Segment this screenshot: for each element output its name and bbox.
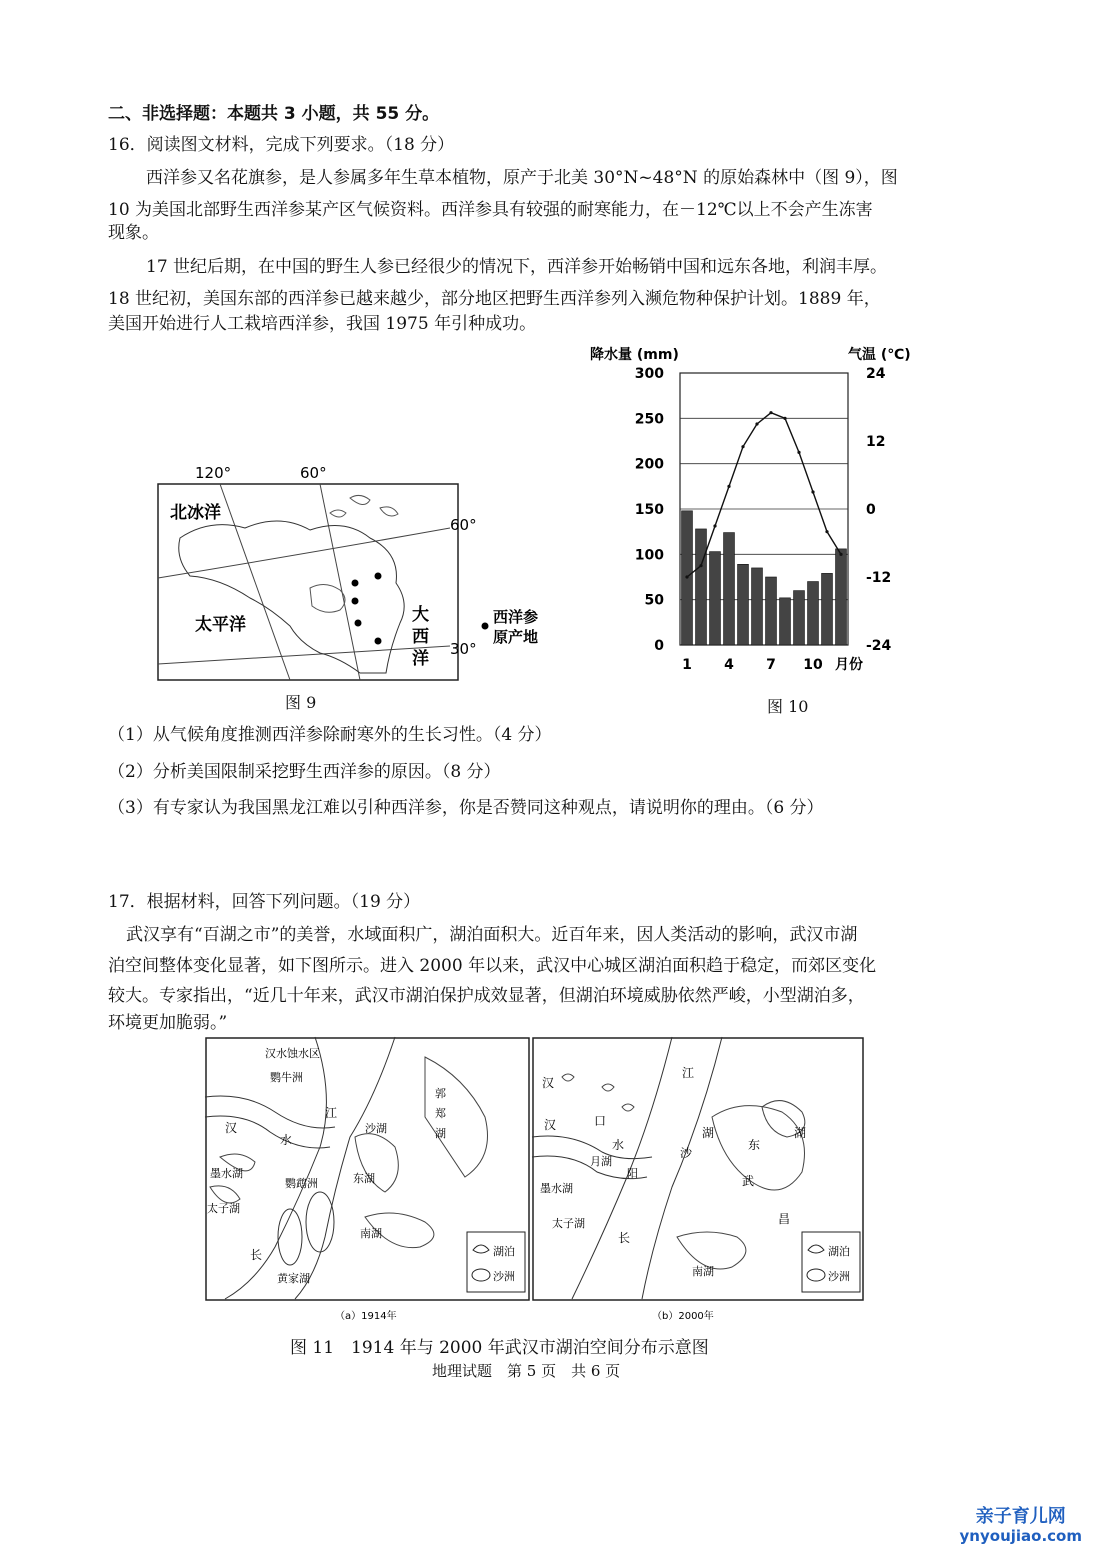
precip-bar (794, 591, 805, 645)
label-b-6: 阳 (627, 1167, 638, 1180)
figure-10-chart (590, 345, 920, 690)
q17-para-line2: 泊空间整体变化显著，如下图所示。进入 2000 年以来，武汉中心城区湖泊面积趋于稳定，而郊区变化 (108, 956, 877, 976)
origin-dot (375, 573, 382, 580)
origin-dot (352, 580, 359, 587)
q16-question-2: （2）分析美国限制采挖野生西洋参的原因。（8 分） (108, 762, 501, 782)
left-tick-label: 250 (634, 411, 664, 428)
temperature-point (727, 485, 730, 488)
precip-bar (808, 582, 819, 645)
label-a-15: 黄家湖 (277, 1272, 310, 1285)
label-a-7: 郑 (435, 1107, 446, 1120)
x-unit-label: 月份 (835, 657, 863, 673)
fig11-caption: 图 11 1914 年与 2000 年武汉市湖泊空间分布示意图 (290, 1338, 709, 1358)
ocean-atlantic-1: 大 (412, 605, 429, 625)
bars (682, 511, 847, 645)
temperature-point (699, 564, 702, 567)
label-b-14: 昌 (778, 1212, 791, 1226)
right-tick-label: 12 (866, 434, 886, 450)
precip-bar (710, 552, 721, 645)
ticks (635, 366, 892, 673)
label-b-16: 南湖 (692, 1265, 714, 1278)
map-1914 (205, 1037, 530, 1325)
temperature-point (839, 553, 842, 556)
left-tick-label: 200 (634, 456, 664, 473)
ocean-arctic: 北冰洋 (170, 503, 221, 523)
q16-para2-line2: 18 世纪初，美国东部的西洋参已越来越少，部分地区把野生西洋参列入濒危物种保护计划。1889 年， (108, 289, 881, 309)
q16-para1-line1: 西洋参又名花旗参，是人参属多年生草本植物，原产于北美 30°N~48°N 的原始森林中（图 9），图 (146, 168, 898, 188)
label-a-6: 郭 (435, 1087, 446, 1100)
label-b-12: 湖 (794, 1126, 807, 1140)
watermark (960, 1507, 1082, 1545)
label-b-2: 汉 (544, 1118, 557, 1132)
right-tick-label: -12 (866, 570, 892, 586)
label-b-5: 月湖 (590, 1155, 612, 1168)
label-b-4: 江 (682, 1066, 695, 1080)
temperature-point (685, 575, 688, 578)
right-tick-label: 24 (866, 366, 886, 382)
q16-para1-line2: 10 为美国北部野生西洋参某产区气候资料。西洋参具有较强的耐寒能力，在－12℃以上不会产生冻害 (108, 200, 873, 220)
left-tick-label: 150 (634, 502, 664, 518)
q17-title: 17．根据材料，回答下列问题。（19 分） (108, 892, 421, 912)
left-axis-title: 降水量 (mm) (590, 347, 679, 363)
right-axis-title: 气温 (℃) (848, 347, 911, 363)
legend-a-sandbar: 沙洲 (493, 1270, 515, 1283)
label-b-15: 长 (618, 1231, 631, 1245)
temperature-point (783, 417, 786, 420)
precip-bar (836, 549, 847, 645)
ocean-atlantic-3: 洋 (412, 649, 429, 669)
q16-title: 16．阅读图文材料，完成下列要求。（18 分） (108, 135, 455, 155)
precip-bar (780, 598, 791, 645)
temperature-point (811, 490, 814, 493)
map-b-sublabel: （b）2000年 (652, 1311, 714, 1322)
label-a-1: 鹦牛洲 (270, 1071, 303, 1084)
label-b-7: 墨水湖 (540, 1182, 573, 1195)
x-tick-label: 1 (682, 657, 692, 673)
origin-dot (352, 598, 359, 605)
label-b-3: 水 (612, 1138, 625, 1152)
label-a-9: 墨水湖 (210, 1167, 243, 1180)
watermark-line1: 亲子育儿网 (975, 1506, 1066, 1527)
temperature-point (713, 524, 716, 527)
figure-9-map (150, 458, 600, 698)
temperature-line (685, 411, 842, 579)
label-a-2: 汉 (225, 1121, 238, 1135)
fig9-caption: 图 9 (285, 693, 317, 712)
label-b-1: 口 (594, 1114, 607, 1128)
q17-para-line1: 武汉享有“百湖之市”的美誉，水域面积广，湖泊面积大。近百年来，因人类活动的影响，武汉市湖 (126, 925, 858, 945)
label-b-11: 东 (748, 1138, 761, 1152)
label-b-9: 沙 (680, 1146, 693, 1160)
legend-label-2: 原产地 (493, 628, 539, 646)
x-tick-label: 10 (803, 657, 823, 673)
q16-para1-line3: 现象。 (108, 223, 159, 243)
legend-dot-icon (482, 623, 489, 630)
ocean-pacific: 太平洋 (195, 615, 246, 635)
precip-bar (766, 577, 777, 645)
label-a-0: 汉水蚀水区 (265, 1047, 320, 1060)
label-a-10: 鹦鹉洲 (285, 1177, 318, 1190)
q17-para-line3: 较大。专家指出，“近几十年来，武汉市湖泊保护成效显著，但湖泊环境威胁依然严峻，小型湖泊多， (108, 986, 865, 1006)
legend-label-1: 西洋参 (493, 608, 539, 626)
q17-para-line4: 环境更加脆弱。” (108, 1013, 228, 1033)
precip-bar (724, 533, 735, 645)
watermark-line2: ynyoujiao.com (959, 1527, 1082, 1545)
label-a-12: 东湖 (353, 1172, 375, 1185)
temperature-point (797, 451, 800, 454)
q16-para2-line1: 17 世纪后期，在中国的野生人参已经很少的情况下，西洋参开始畅销中国和远东各地，利润丰厚。 (146, 257, 888, 277)
label-b-10: 湖 (702, 1126, 715, 1140)
map-2000 (532, 1037, 864, 1325)
label-a-4: 江 (325, 1106, 338, 1120)
lon-label-120: 120° (195, 464, 232, 482)
label-a-11: 太子湖 (207, 1202, 240, 1215)
label-a-3: 水 (280, 1133, 293, 1147)
label-b-13: 武 (742, 1174, 755, 1188)
left-tick-label: 300 (634, 366, 664, 382)
precip-bar (738, 564, 749, 645)
temperature-point (741, 445, 744, 448)
page-footer: 地理试题 第 5 页 共 6 页 (432, 1362, 621, 1380)
origin-dot (355, 620, 362, 627)
fig10-caption: 图 10 (767, 697, 809, 716)
x-tick-label: 4 (724, 657, 734, 673)
q16-question-3: （3）有专家认为我国黑龙江难以引种西洋参，你是否赞同这种观点，请说明你的理由。（6 分） (108, 798, 824, 818)
legend-b-sandbar: 沙洲 (828, 1270, 850, 1283)
right-tick-label: 0 (866, 502, 876, 518)
temperature-point (755, 422, 758, 425)
lat-label-30: 30° (450, 640, 477, 658)
origin-dot (375, 638, 382, 645)
label-a-5: 沙湖 (365, 1122, 387, 1135)
left-tick-label: 0 (654, 638, 664, 654)
q16-para2-line3: 美国开始进行人工栽培西洋参，我国 1975 年引种成功。 (108, 314, 537, 334)
lat-label-60: 60° (450, 516, 477, 534)
precip-bar (822, 573, 833, 645)
legend-b-lake: 湖泊 (828, 1245, 850, 1258)
label-b-0: 汉 (542, 1076, 555, 1090)
temperature-point (825, 530, 828, 533)
temperature-point (769, 411, 772, 414)
left-tick-label: 50 (644, 592, 664, 609)
map-a-sublabel: （a）1914年 (335, 1311, 397, 1322)
precip-bar (696, 529, 707, 645)
left-tick-label: 100 (634, 547, 664, 564)
label-a-13: 南湖 (360, 1227, 382, 1240)
right-tick-label: -24 (866, 638, 892, 654)
label-a-8: 湖 (435, 1127, 446, 1140)
legend-a-lake: 湖泊 (493, 1245, 515, 1258)
precip-bar (752, 568, 763, 645)
x-tick-label: 7 (766, 657, 776, 673)
label-a-14: 长 (250, 1248, 263, 1262)
ocean-atlantic-2: 西 (412, 627, 429, 647)
section-title: 二、非选择题：本题共 3 小题，共 55 分。 (108, 104, 440, 124)
lon-label-60: 60° (300, 464, 327, 482)
q16-question-1: （1）从气候角度推测西洋参除耐寒外的生长习性。（4 分） (108, 725, 552, 745)
label-b-8: 太子湖 (552, 1217, 585, 1230)
